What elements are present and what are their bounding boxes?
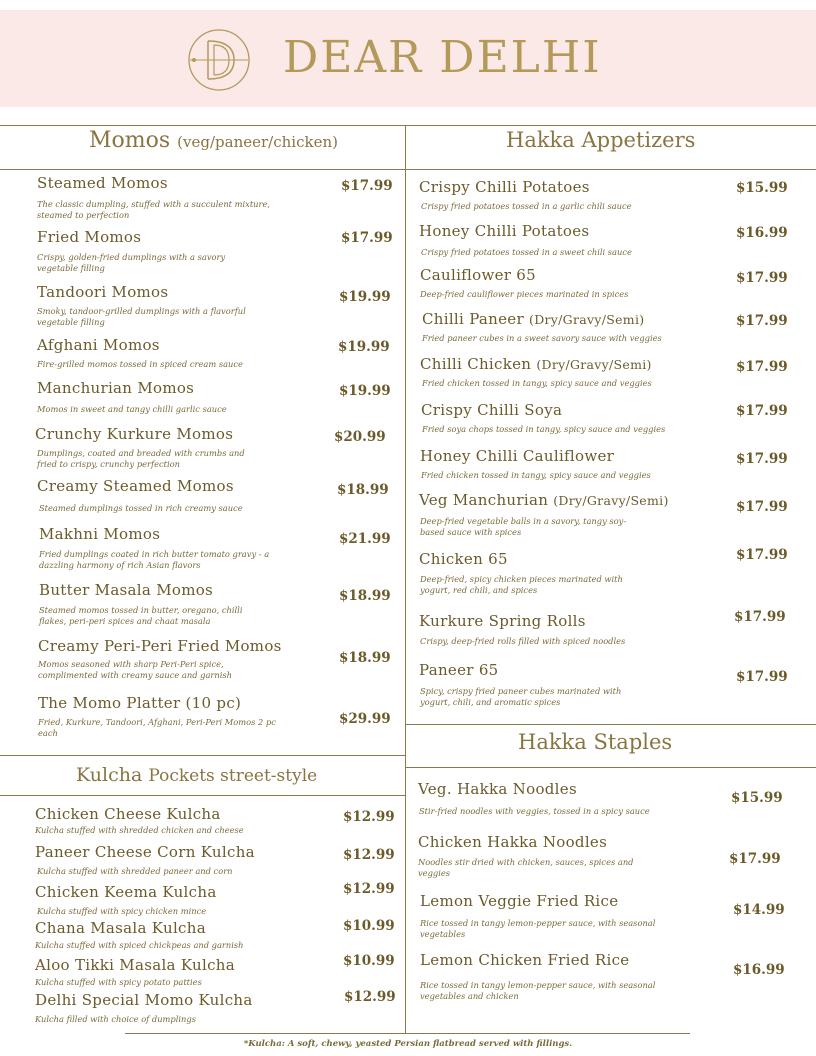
momos-section-title: Momos (veg/paneer/chicken) [89,128,338,153]
item-price: $15.99 [736,180,788,196]
divider [0,795,405,796]
item-price: $18.99 [339,650,391,666]
item-description: Crispy fried potatoes tossed in a garlic chili sauce [421,201,632,211]
item-name: Chicken Cheese Kulcha [35,805,221,823]
item-name: Butter Masala Momos [39,581,214,599]
item-price: $29.99 [339,711,391,727]
item-price: $10.99 [343,953,395,969]
item-price: $19.99 [339,289,391,305]
item-name: The Momo Platter (10 pc) [38,694,242,712]
item-name: Crunchy Kurkure Momos [35,425,234,443]
divider [0,169,405,170]
item-description: Fried soya chops tossed in tangy, spicy sauce and veggies [422,424,666,434]
item-price: $12.99 [343,847,395,863]
item-name: Crispy Chilli Soya [421,401,563,419]
item-name: Veg. Hakka Noodles [418,780,577,798]
item-name: Creamy Peri-Peri Fried Momos [38,637,282,655]
item-price: $17.99 [729,851,781,867]
item-description: Kulcha stuffed with spicy potato patties [35,977,202,987]
item-name: Chilli Chicken (Dry/Gravy/Semi) [420,355,652,373]
divider [125,1033,690,1034]
item-description: Crispy, golden-fried dumplings with a savory vegetable filling [37,252,226,273]
item-price: $17.99 [341,230,393,246]
item-price: $17.99 [736,313,788,329]
brand-name: DEAR DELHI [283,32,602,83]
item-name: Delhi Special Momo Kulcha [35,991,253,1009]
dd-monogram-icon [186,27,252,93]
item-name: Honey Chilli Cauliflower [420,447,615,465]
item-description: Fried dumplings coated in rich butter tomato gravy - a dazzling harmony of rich Asian flavors [39,549,270,570]
hakka-staples-title: Hakka Staples [518,730,673,754]
item-price: $17.99 [341,178,393,194]
footnote: *Kulcha: A soft, chewy, yeasted Persian flatbread served with fillings. [243,1039,573,1049]
item-description: Deep-fried cauliflower pieces marinated in spices [420,289,629,299]
item-description: Deep-fried, spicy chicken pieces marinated with yogurt, red chili, and spices [420,574,623,595]
item-description: Steamed momos tossed in butter, oregano, chilli flakes, peri-peri spices and chaat masala [39,605,243,626]
item-price: $17.99 [736,359,788,375]
item-description: Crispy fried potatoes tossed in a sweet chili sauce [421,247,632,257]
item-price: $18.99 [337,482,389,498]
item-description: Steamed dumplings tossed in rich creamy sauce [39,503,243,513]
item-name: Steamed Momos [37,174,168,192]
divider [0,755,405,756]
item-price: $19.99 [338,339,390,355]
item-price: $17.99 [736,499,788,515]
item-name: Honey Chilli Potatoes [419,222,590,240]
item-name: Chicken Hakka Noodles [418,833,608,851]
item-name: Tandoori Momos [37,283,169,301]
item-name: Paneer 65 [419,661,499,679]
item-name: Kurkure Spring Rolls [419,612,586,630]
divider [406,767,816,768]
item-name: Manchurian Momos [37,379,195,397]
item-name: Crispy Chilli Potatoes [419,178,590,196]
item-description: The classic dumpling, stuffed with a succulent mixture, steamed to perfection [37,199,271,220]
item-description: Stir-fried noodles with veggies, tossed in a spicy sauce [419,806,650,816]
item-description: Noodles stir dried with chicken, sauces, spices and veggies [418,857,634,878]
item-name: Lemon Veggie Fried Rice [420,892,619,910]
item-name: Fried Momos [37,228,142,246]
item-price: $17.99 [734,609,786,625]
item-name: Paneer Cheese Corn Kulcha [35,843,255,861]
item-price: $17.99 [736,547,788,563]
item-price: $16.99 [733,962,785,978]
item-description: Kulcha stuffed with spicy chicken mince [37,906,207,916]
hakka-appetizers-title: Hakka Appetizers [506,128,696,152]
item-description: Kulcha stuffed with spiced chickpeas and garnish [35,940,244,950]
item-name: Chicken 65 [419,550,508,568]
item-name: Chicken Keema Kulcha [35,883,217,901]
item-description: Kulcha filled with choice of dumplings [35,1014,196,1024]
column-divider [405,125,406,1033]
item-description: Dumplings, coated and breaded with crumbs and fried to crispy, crunchy perfection [37,448,245,469]
item-name: Lemon Chicken Fried Rice [420,951,630,969]
item-name: Chana Masala Kulcha [35,919,206,937]
divider [0,125,816,126]
item-name: Cauliflower 65 [420,266,536,284]
item-price: $19.99 [339,383,391,399]
divider [406,169,816,170]
item-description: Kulcha stuffed with shredded paneer and corn [37,866,233,876]
item-price: $17.99 [736,270,788,286]
item-price: $12.99 [344,989,396,1005]
item-name: Makhni Momos [39,525,161,543]
item-price: $12.99 [343,881,395,897]
item-description: Fried chicken tossed in tangy, spicy sauce and veggies [421,470,651,480]
item-description: Fried, Kurkure, Tandoori, Afghani, Peri-Peri Momos 2 pc each [38,717,276,738]
item-description: Momos seasoned with sharp Peri-Peri spice, complimented with creamy sauce and garnish [38,659,232,680]
item-description: Fire-grilled momos tossed in spiced cream sauce [37,359,243,369]
item-name: Chilli Paneer (Dry/Gravy/Semi) [422,310,645,328]
item-price: $12.99 [343,809,395,825]
item-price: $20.99 [334,429,386,445]
item-name: Creamy Steamed Momos [37,477,234,495]
item-price: $10.99 [343,918,395,934]
item-price: $14.99 [733,902,785,918]
item-name: Veg Manchurian (Dry/Gravy/Semi) [419,491,669,509]
item-price: $17.99 [736,403,788,419]
item-name: Aloo Tikki Masala Kulcha [35,956,235,974]
item-price: $21.99 [339,531,391,547]
item-description: Deep-fried vegetable balls in a savory, tangy soy-based sauce with spices [420,516,627,537]
item-description: Kulcha stuffed with shredded chicken and cheese [35,825,244,835]
kulcha-section-title: Kulcha Pockets street-style [76,764,318,786]
item-name: Afghani Momos [37,336,160,354]
item-price: $16.99 [736,225,788,241]
item-description: Momos in sweet and tangy chilli garlic sauce [37,404,227,414]
item-price: $17.99 [736,669,788,685]
item-description: Rice tossed in tangy lemon-pepper sauce, with seasonal vegetables and chicken [420,980,656,1001]
item-description: Fried paneer cubes in a sweet savory sauce with veggies [422,333,662,343]
item-description: Smoky, tandoor-grilled dumplings with a flavorful vegetable filling [37,306,246,327]
item-description: Rice tossed in tangy lemon-pepper sauce, with seasonal vegetables [420,918,656,939]
item-price: $18.99 [339,588,391,604]
item-price: $17.99 [736,451,788,467]
item-description: Crispy, deep-fried rolls filled with spiced noodles [420,636,626,646]
item-price: $15.99 [731,790,783,806]
item-description: Spicy, crispy fried paneer cubes marinated with yogurt, chili, and aromatic spices [420,686,622,707]
divider [406,724,816,725]
item-description: Fried chicken tossed in tangy, spicy sauce and veggies [422,378,652,388]
